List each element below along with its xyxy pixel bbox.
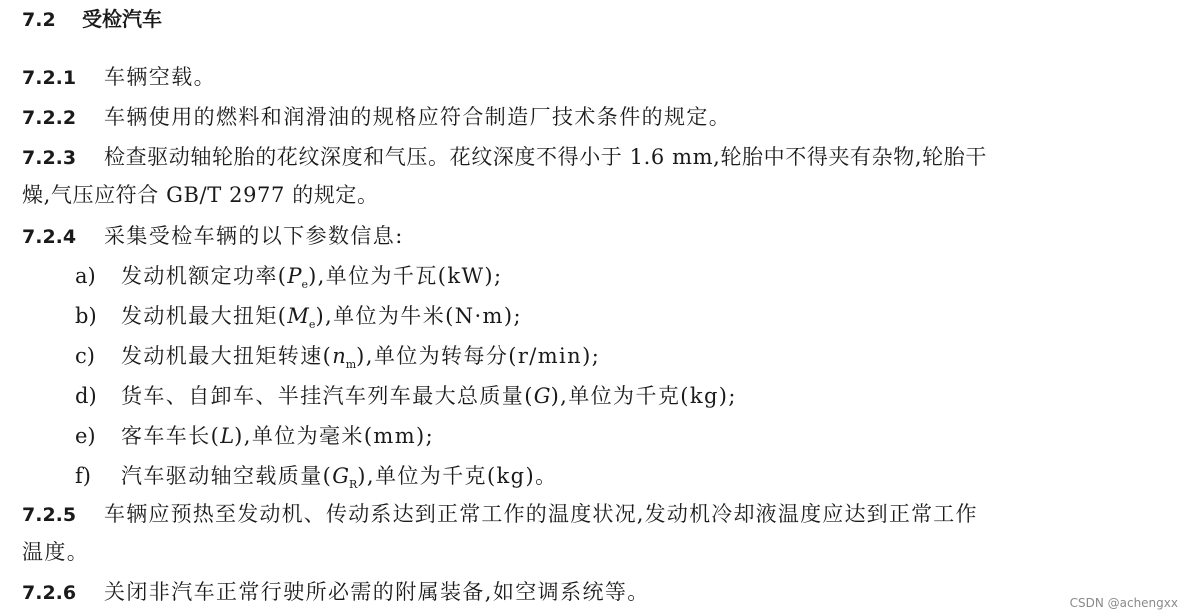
clause-number: 7.2.4 <box>22 226 77 248</box>
item-text-after: ),单位为千克(kg)。 <box>357 464 558 488</box>
list-item <box>75 422 434 459</box>
section-number: 7.2 <box>22 9 56 31</box>
item-label: d) <box>75 384 97 408</box>
clause-number: 7.2.3 <box>22 147 77 169</box>
clause-text-line-1: 车辆应预热至发动机、传动系达到正常工作的温度状况,发动机冷却液温度应达到正常工作 <box>104 502 978 526</box>
clause-text-line-1: 检查驱动轴轮胎的花纹深度和气压。花纹深度不得小于 1.6 mm,轮胎中不得夹有杂物,轮胎干 <box>104 145 987 169</box>
item-symbol: P <box>287 264 302 288</box>
item-label: e) <box>75 424 96 448</box>
item-text-before: 发动机最大扭矩( <box>121 304 288 328</box>
item-text-after: ),单位为牛米(N·m); <box>315 304 522 328</box>
list-item <box>75 462 558 499</box>
item-text-after: ),单位为毫米(mm); <box>234 424 435 448</box>
item-symbol: G <box>533 384 551 408</box>
item-text-after: ),单位为千瓦(kW); <box>308 264 503 288</box>
item-symbol-subscript: e <box>308 318 316 332</box>
watermark: CSDN @achengxx <box>1069 596 1178 610</box>
list-item <box>75 302 522 339</box>
clause-number: 7.2.5 <box>22 504 77 526</box>
section-title: 受检汽车 <box>82 7 162 31</box>
item-label: c) <box>75 344 95 368</box>
list-item <box>75 262 503 299</box>
clause-number: 7.2.6 <box>22 582 77 604</box>
clause-number: 7.2.1 <box>22 67 77 89</box>
item-text-before: 客车车长( <box>121 424 221 448</box>
clause-number: 7.2.2 <box>22 107 77 129</box>
item-symbol-subscript: e <box>301 278 309 292</box>
clause-text-line-2: 燥,气压应符合 GB/T 2977 的规定。 <box>22 183 379 207</box>
clause-text: 采集受检车辆的以下参数信息: <box>104 224 404 248</box>
clause-7-2-6 <box>22 578 650 607</box>
item-symbol: G <box>332 464 349 488</box>
item-symbol: L <box>220 424 235 448</box>
clause-7-2-3 <box>22 143 987 172</box>
clause-text: 关闭非汽车正常行驶所必需的附属装备,如空调系统等。 <box>104 580 650 604</box>
clause-text: 车辆空载。 <box>104 65 216 89</box>
list-item <box>75 342 600 379</box>
clause-text-line-2: 温度。 <box>22 540 90 564</box>
item-symbol-subscript: R <box>348 478 358 492</box>
section-heading <box>22 5 162 34</box>
clause-7-2-2 <box>22 103 731 132</box>
item-symbol: M <box>287 304 309 328</box>
clause-7-2-4 <box>22 222 404 251</box>
item-text-before: 货车、自卸车、半挂汽车列车最大总质量( <box>121 384 534 408</box>
clause-7-2-5 <box>22 500 978 529</box>
clause-7-2-5-continuation <box>22 538 89 566</box>
item-symbol-subscript: m <box>345 358 357 372</box>
item-text-before: 发动机额定功率( <box>121 264 288 288</box>
list-item <box>75 382 737 419</box>
item-text-before: 汽车驱动轴空载质量( <box>121 464 333 488</box>
item-label: f) <box>75 464 91 488</box>
item-text-before: 发动机最大扭矩转速( <box>121 344 333 368</box>
item-label: b) <box>75 304 97 328</box>
item-text-after: ),单位为千克(kg); <box>550 384 737 408</box>
item-symbol: n <box>332 344 346 368</box>
clause-text: 车辆使用的燃料和润滑油的规格应符合制造厂技术条件的规定。 <box>104 105 732 129</box>
item-text-after: ),单位为转每分(r/min); <box>356 344 601 368</box>
clause-7-2-3-continuation <box>22 181 379 209</box>
clause-7-2-1 <box>22 63 216 92</box>
item-label: a) <box>75 264 96 288</box>
